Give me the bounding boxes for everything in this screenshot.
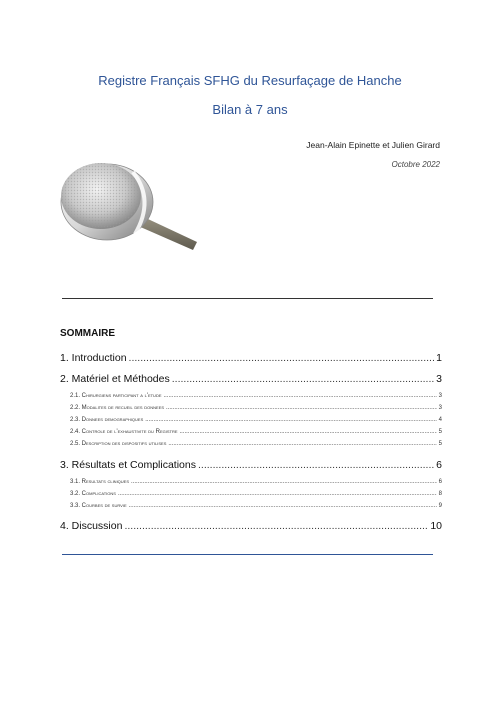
toc-entry-page: 3 (436, 373, 442, 385)
toc-entry-label: 1. Introduction (60, 352, 127, 364)
toc-leader-dots (180, 429, 437, 435)
toc-entry-label: 3. Résultats et Complications (60, 459, 196, 471)
toc-leader-dots (129, 503, 437, 509)
toc-heading: SOMMAIRE (60, 328, 115, 339)
toc-leader-dots (198, 459, 434, 471)
toc-leader-dots (145, 417, 436, 423)
toc-entry[interactable] (70, 477, 442, 485)
toc-entry-label: 2.3. Donnees demographiques (70, 417, 144, 423)
toc-entry-page: 5 (438, 429, 442, 435)
toc-leader-dots (124, 520, 428, 532)
toc-entry-page: 3 (438, 405, 442, 411)
document-title: Registre Français SFHG du Resurfaçage de Hanche (98, 73, 402, 88)
toc-leader-dots (166, 405, 437, 411)
toc-leader-dots (164, 393, 437, 399)
toc-entry[interactable] (70, 415, 442, 423)
toc-leader-dots (118, 491, 437, 497)
toc-entry[interactable] (70, 501, 442, 509)
toc-entry[interactable] (70, 439, 442, 447)
toc-entry-page: 3 (438, 393, 442, 399)
divider (62, 298, 433, 299)
toc-entry[interactable] (70, 489, 442, 497)
toc-entry[interactable] (60, 350, 442, 364)
toc-entry[interactable] (60, 518, 442, 532)
toc-entry-label: 4. Discussion (60, 520, 123, 532)
toc-entry-label: 3.2. Complications (70, 491, 116, 497)
toc-entry-label: 2. Matériel et Méthodes (60, 373, 170, 385)
document-date: Octobre 2022 (391, 160, 440, 169)
toc-entry-label: 2.4. Controle de l'exhaustivite du Registre (70, 429, 178, 435)
toc-entry[interactable] (60, 371, 442, 385)
toc-entry-page: 8 (438, 491, 442, 497)
document-authors: Jean-Alain Epinette et Julien Girard (306, 140, 440, 150)
toc-entry-page: 5 (438, 441, 442, 447)
toc-entry-page: 4 (438, 417, 442, 423)
toc-entry-page: 1 (436, 352, 442, 364)
toc-entry-label: 2.1. Chirurgiens participant a l'etude (70, 393, 162, 399)
toc-entry-label: 3.1. Resultats cliniques (70, 479, 130, 485)
toc-entry-page: 6 (438, 479, 442, 485)
toc-entry[interactable] (60, 457, 442, 471)
toc-entry-page: 6 (436, 459, 442, 471)
toc-leader-dots (129, 352, 435, 364)
toc-entry-page: 10 (430, 520, 442, 532)
toc-leader-dots (168, 441, 436, 447)
toc-entry[interactable] (70, 403, 442, 411)
toc-entry[interactable] (70, 391, 442, 399)
toc-leader-dots (172, 373, 434, 385)
toc-entry-label: 2.5. Description des dispositifs utilises (70, 441, 167, 447)
toc-entry-label: 3.3. Courbes de survie (70, 503, 127, 509)
toc-entry-page: 9 (438, 503, 442, 509)
hip-implant-image (55, 150, 205, 260)
divider (62, 554, 433, 555)
toc-entry-label: 2.2. Modalites de recueil des donnees (70, 405, 165, 411)
toc-leader-dots (131, 479, 437, 485)
document-subtitle: Bilan à 7 ans (212, 102, 288, 117)
toc-entry[interactable] (70, 427, 442, 435)
